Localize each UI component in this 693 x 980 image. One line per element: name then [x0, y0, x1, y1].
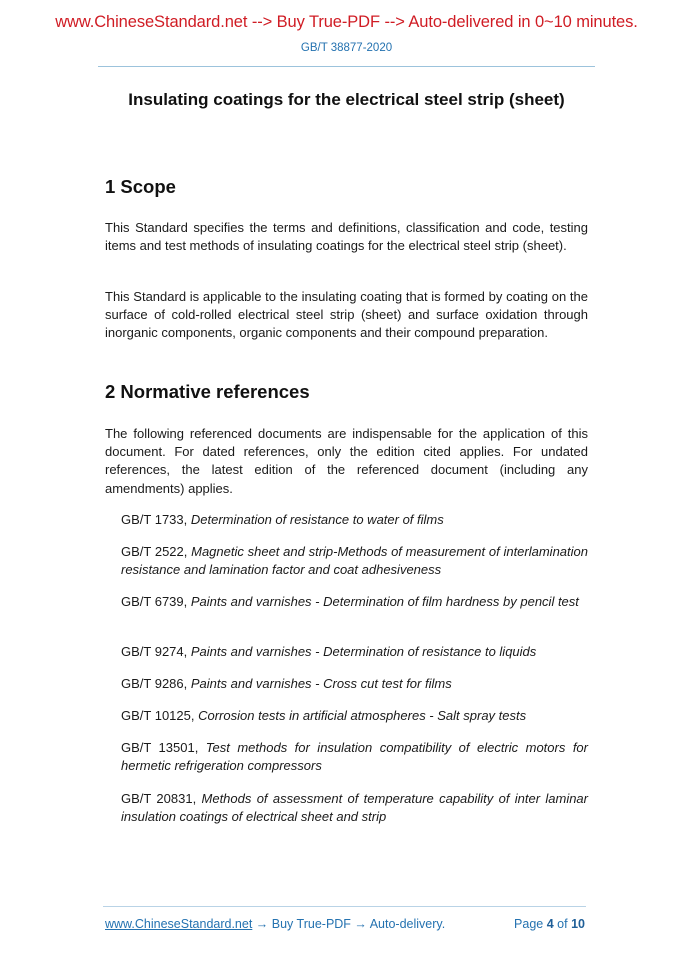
- reference-item: [121, 739, 588, 775]
- reference-item: [121, 593, 588, 611]
- reference-code: GB/T 1733,: [121, 512, 188, 527]
- reference-title: Paints and varnishes - Determination of film hardness by pencil test: [190, 594, 579, 609]
- reference-code: GB/T 20831,: [121, 791, 197, 806]
- reference-code: GB/T 9286,: [121, 676, 188, 691]
- scope-paragraph-2: This Standard is applicable to the insulating coating that is formed by coating on the surface of cold-rolled electrical steel strip (sheet) and surface oxidation through inorganic components, organic components and their compound preparation.: [105, 289, 588, 341]
- page-label: Page: [514, 917, 544, 931]
- footer-site-link[interactable]: www.ChineseStandard.net: [105, 917, 253, 931]
- reference-item: [121, 511, 588, 529]
- top-banner[interactable]: www.ChineseStandard.net --> Buy True-PDF --> Auto-delivered in 0~10 minutes.: [55, 13, 638, 31]
- reference-item: [121, 643, 588, 661]
- reference-title: Paints and varnishes - Determination of resistance to liquids: [190, 644, 537, 659]
- reference-title: Paints and varnishes - Cross cut test for films: [190, 676, 452, 691]
- reference-code: GB/T 13501,: [121, 740, 199, 755]
- page-total: 10: [571, 917, 585, 931]
- section-heading-scope: 1 Scope: [105, 176, 176, 197]
- reference-code: GB/T 9274,: [121, 644, 188, 659]
- document-title: Insulating coatings for the electrical steel strip (sheet): [128, 90, 565, 109]
- standard-code: GB/T 38877-2020: [300, 42, 393, 54]
- scope-paragraph-1: This Standard specifies the terms and definitions, classification and code, testing items and test methods of insulating coatings for the electrical steel strip (sheet).: [105, 220, 588, 254]
- reference-title: Test methods for insulation compatibility of electric motors for hermetic refrigeration compressors: [121, 740, 588, 774]
- footer-divider: [103, 906, 586, 907]
- footer-tagline: → Buy True-PDF → Auto-delivery.: [252, 917, 446, 931]
- page-indicator: [514, 917, 585, 931]
- reference-code: GB/T 6739,: [121, 594, 188, 609]
- reference-item: [121, 543, 588, 579]
- reference-title: Corrosion tests in artificial atmospheres - Salt spray tests: [198, 708, 527, 723]
- section-heading-normative-references: 2 Normative references: [105, 381, 310, 402]
- reference-title: Determination of resistance to water of films: [190, 512, 444, 527]
- footer-promo: [105, 917, 445, 931]
- reference-item: [121, 707, 588, 725]
- reference-code: GB/T 2522,: [121, 544, 188, 559]
- reference-code: GB/T 10125,: [121, 708, 195, 723]
- reference-item: [121, 790, 588, 826]
- reference-title: Methods of assessment of temperature capability of inter laminar insulation coatings of electrical sheet and strip: [121, 791, 588, 825]
- reference-title: Magnetic sheet and strip-Methods of measurement of interlamination resistance and lamination factor and coat adhesiveness: [121, 544, 588, 578]
- page-current: 4: [546, 917, 554, 931]
- page-of-label: of: [557, 917, 568, 931]
- normative-intro-paragraph: The following referenced documents are indispensable for the application of this document. For dated references, only the edition cited applies. For undated references, the latest edition of the referenced document (including any amendments) applies.: [105, 426, 588, 496]
- reference-item: [121, 675, 588, 693]
- page-footer: [105, 917, 585, 931]
- header-divider: [98, 66, 595, 67]
